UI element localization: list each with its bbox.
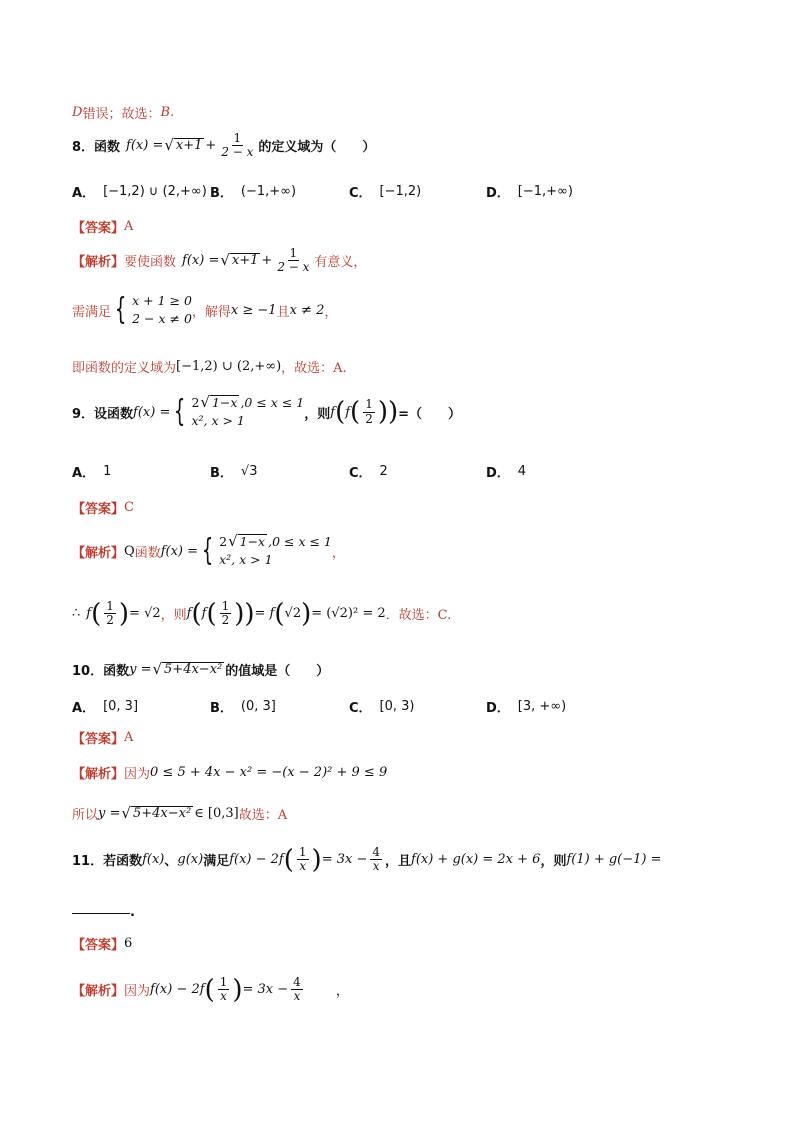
q11-ask: f(1) + g(−1) = — [566, 852, 662, 868]
q9-option-a-label: A． — [72, 466, 96, 481]
q9-case1-cond: ,0 ≤ x ≤ 1 — [240, 395, 305, 410]
q10-a2-pre: 所以 — [72, 808, 99, 823]
q10-option-a[interactable] — [72, 697, 138, 716]
period: . — [170, 105, 175, 120]
q11-frac-den: x — [299, 859, 307, 874]
q9-case1-coef: 2 — [191, 395, 200, 410]
q9-number: 9．设函数 — [72, 406, 134, 422]
q9-option-c-label: C． — [349, 466, 372, 481]
q8-option-b-value: (−1,+∞) — [240, 184, 297, 199]
q10-answer-value: A — [124, 730, 134, 745]
q9-a2-eq1: = √2 — [129, 606, 161, 622]
q8-a1-sqrt: √ x+1 — [220, 250, 259, 269]
q9-a2-then: ，则 — [160, 608, 187, 624]
q10-option-b[interactable] — [210, 697, 276, 716]
q10-a2-post: 故选：A — [238, 808, 288, 823]
q11-a1-rfrac — [291, 976, 303, 1003]
q8-analysis-tag: 【解析】 — [72, 255, 125, 271]
q11-cond: 满足 — [203, 854, 230, 870]
q11-eq-lhs: f(x) − 2f — [229, 852, 284, 868]
q10-a2-lhs: y = — [98, 806, 121, 821]
q8-frac-den: 2 − x — [221, 145, 254, 160]
q9-a2-half-2 — [220, 600, 232, 627]
q9-option-b-label: B． — [210, 466, 233, 481]
q9-a2-half — [104, 600, 116, 627]
q9-case2: x², x > 1 — [191, 413, 245, 429]
q10-option-b-value: (0, 3] — [240, 699, 276, 714]
q9-case1: 2 √ 1−x ,0 ≤ x ≤ 1 — [191, 393, 305, 411]
q8-option-d-label: D． — [486, 186, 510, 201]
q9-a1-q: Q — [124, 543, 135, 559]
q10-option-c[interactable] — [349, 697, 415, 716]
q9-option-c-value: 2 — [379, 464, 388, 479]
q8-a2-c2: x ≠ 2 — [289, 302, 325, 318]
q11-then: ，则 — [540, 854, 567, 870]
q9-mid: ，则 — [304, 406, 331, 422]
q10-sqrt-arg: 5+4x−x² — [164, 661, 223, 677]
q8-option-c[interactable] — [349, 182, 421, 201]
q9-case1-sqrt: 1−x — [211, 395, 238, 410]
q8-option-b-label: B． — [210, 186, 233, 201]
q8-a1-post: 有意义， — [314, 255, 367, 271]
q10-lhs: y = — [129, 662, 152, 677]
q10-option-d[interactable] — [486, 697, 566, 716]
q9-a1-case1-coef: 2 — [219, 534, 228, 549]
q11-and: ，且 — [385, 854, 412, 870]
q10-option-a-label: A． — [72, 701, 96, 716]
q10-analysis-line2 — [72, 804, 287, 823]
q9-half — [363, 398, 375, 425]
q8-option-a-label: A． — [72, 186, 96, 201]
q8-system — [132, 292, 192, 328]
q8-a1-den: 2 − x — [277, 260, 310, 275]
q9-a1-case1-sqrt: 1−x — [239, 534, 266, 549]
q9-a2-f: f — [86, 606, 92, 622]
q9-inner-f: f — [345, 404, 351, 420]
q8-a2-and: 且 — [276, 304, 290, 320]
q8-a2-end: ， — [324, 304, 338, 320]
q11-stem: 11．若函数 f(x) 、 g(x) 满足 f(x) − 2f ( $\frac{1}{x}$ ) = 3x − $\frac{4}{x}$ ，且 f(x) + g(x) = 2x + 6 ，则 f(1) + g(−1) = — [72, 844, 662, 875]
q10-analysis-line1 — [72, 763, 387, 782]
q11-answer-tag: 【答案】 — [72, 938, 125, 953]
q9-a2-eq3: = (√2)² = 2 — [311, 606, 386, 622]
q11-sep: 、 — [164, 854, 178, 870]
q8-tail: 的定义域为（ ） — [258, 140, 376, 156]
q10-a2-range: ∈ [0,3] — [194, 806, 239, 821]
q9-a2-half2-num: 1 — [221, 599, 230, 613]
q8-a2-pre: 需满足 — [72, 304, 112, 320]
q8-analysis-line3 — [72, 357, 347, 376]
q8-fraction — [219, 132, 255, 159]
q8-system-eq1: x + 1 ≥ 0 — [132, 293, 192, 308]
q9-half-den: 2 — [365, 411, 373, 426]
q10-a2-sqrt-arg: 5+4x−x² — [132, 805, 192, 821]
q10-analysis-tag: 【解析】 — [72, 767, 125, 782]
q9-outer-f: f — [330, 404, 336, 420]
q9-stem: 9．设函数 f(x) = { 2 √ 1−x ,0 ≤ x ≤ 1 x², x > 1 ，则 f ( f ( $\frac{1}{2}$ )) =（ ） — [72, 393, 462, 430]
q8-option-d[interactable] — [486, 182, 573, 201]
q11-a1-frac — [218, 976, 230, 1003]
q11-a1-rhs: = 3x − — [242, 982, 289, 998]
q9-a2-half2-den: 2 — [221, 613, 230, 628]
option-b-italic: B — [160, 105, 171, 120]
q9-a1-case1-cond: ,0 ≤ x ≤ 1 — [268, 534, 332, 549]
option-d-italic: D — [72, 105, 83, 120]
q8-answer-tag: 【答案】 — [72, 221, 125, 236]
q9-a1-case1: 2 √ 1−x ,0 ≤ x ≤ 1 — [219, 532, 332, 550]
q9-option-d-value: 4 — [517, 464, 527, 479]
q10-option-d-label: D． — [486, 701, 510, 716]
q11-rhs-num: 4 — [372, 845, 380, 859]
q8-stem — [72, 132, 375, 159]
q11-g: g(x) — [177, 852, 204, 868]
q8-number: 8．函数 — [72, 140, 121, 156]
q8-lhs: f(x) = — [126, 138, 164, 154]
q9-a2-ff: f — [186, 606, 192, 622]
q9-answer-tag: 【答案】 — [72, 502, 125, 517]
q11-a1-lhs: f(x) − 2f — [150, 982, 205, 998]
q8-a3-pre: 即函数的定义域为 — [72, 361, 177, 376]
q10-option-b-label: B． — [210, 701, 233, 716]
q8-a1-lhs: f(x) = — [182, 253, 220, 269]
q9-piecewise — [191, 394, 304, 430]
q10-option-a-value: [0, 3] — [103, 699, 139, 714]
q10-tail: 的值域是（ ） — [225, 664, 330, 679]
q9-analysis-line2: ∴ f ( $\frac{1}{2}$ ) = √2 ，则 f ( f ( $\frac{1}{2}$ )) = f ( √2 ) = (√2)² = 2 ．故选：C. — [72, 598, 452, 629]
q9-a2-post: ．故选：C. — [385, 608, 452, 624]
q8-option-c-label: C． — [349, 186, 372, 201]
q8-a1-fraction — [275, 247, 311, 274]
q8-frac-num: 1 — [233, 131, 242, 145]
q9-half-num: 1 — [365, 397, 373, 412]
q9-a2-half-den: 2 — [106, 613, 114, 628]
q11-f: f(x) — [142, 852, 165, 868]
q8-option-b[interactable] — [210, 182, 296, 201]
q8-a1-plus: + — [261, 253, 273, 269]
q10-option-c-value: [0, 3) — [379, 699, 415, 714]
q8-analysis-line2: 需满足 { x + 1 ≥ 0 2 − x ≠ 0 ，解得 x ≥ −1 且 x ≠ 2 ， — [72, 292, 338, 328]
q11-eq2: f(x) + g(x) = 2x + 6 — [411, 852, 541, 868]
q9-answer — [72, 498, 134, 517]
q10-option-c-label: C． — [349, 701, 372, 716]
q10-answer-tag: 【答案】 — [72, 732, 125, 747]
prev-conclusion-text: 错误；故选： — [82, 107, 161, 122]
q11-number: 11．若函数 — [72, 854, 143, 870]
q11-a1-rnum: 4 — [293, 975, 301, 989]
q11-analysis-tag: 【解析】 — [72, 984, 125, 1000]
q11-rhs-den: x — [372, 859, 380, 874]
q9-option-a[interactable] — [72, 462, 111, 481]
q10-option-d-value: [3, +∞) — [517, 699, 567, 714]
q8-a2-mid: ，解得 — [191, 304, 231, 320]
q8-sqrt: √ x+1 — [164, 135, 203, 154]
q9-a1-end: ， — [331, 545, 345, 561]
q10-a2-sqrt: √ 5+4x−x² — [121, 803, 192, 822]
q11-frac — [297, 846, 309, 873]
q11-answer-blank[interactable] — [72, 912, 130, 914]
q9-analysis-line1: 【解析】 Q 函数 f(x) = { 2 √ 1−x ,0 ≤ x ≤ 1 x², x > 1 ， — [72, 532, 345, 569]
q10-stem — [72, 660, 329, 679]
q9-a2-s2: √2 — [284, 606, 302, 622]
q8-sqrt-arg: x+1 — [175, 137, 203, 153]
q9-option-b-value: √3 — [240, 464, 258, 479]
q8-option-a[interactable] — [72, 182, 207, 201]
q9-a1-case2: x², x > 1 — [219, 552, 273, 568]
q9-option-d[interactable] — [486, 462, 526, 481]
q11-answer — [72, 934, 132, 953]
q8-option-a-value: [−1,2) ∪ (2,+∞) — [103, 184, 207, 199]
q8-a2-c1: x ≥ −1 — [230, 302, 277, 318]
q8-option-d-value: [−1,+∞) — [517, 184, 573, 199]
q9-a2-half-num: 1 — [106, 599, 114, 613]
q8-a1-num: 1 — [289, 246, 298, 260]
q10-a1-math: 0 ≤ 5 + 4x − x² = −(x − 2)² + 9 ≤ 9 — [150, 765, 388, 780]
q8-plus: + — [205, 138, 217, 154]
q9-lhs: f(x) = — [133, 404, 171, 420]
q10-a1-pre: 因为 — [124, 767, 151, 782]
q9-therefore: ∴ — [72, 606, 81, 622]
q11-answer-value: 6 — [124, 936, 133, 951]
q9-a1-pre: 函数 — [134, 545, 161, 561]
q11-a1-end: ， — [335, 984, 349, 1000]
q9-analysis-tag: 【解析】 — [72, 545, 125, 561]
q8-answer-value: A — [124, 219, 134, 234]
q9-option-b[interactable] — [210, 462, 257, 481]
q11-a1-num: 1 — [219, 975, 228, 989]
q8-analysis-line1 — [72, 247, 366, 274]
q9-a2-eq2: = f — [254, 606, 275, 622]
q9-option-c[interactable] — [349, 462, 388, 481]
q11-frac-num: 1 — [298, 845, 307, 859]
q9-tail: =（ ） — [398, 406, 462, 422]
q8-a1-sqrt-arg: x+1 — [231, 252, 259, 268]
q11-analysis-line1: 【解析】 因为 f(x) − 2f ( $\frac{1}{x}$ ) = 3x − $\frac{4}{x}$ ， — [72, 974, 349, 1005]
q10-sqrt: √ 5+4x−x² — [152, 659, 223, 678]
q9-answer-value: C — [124, 500, 134, 515]
q10-number: 10．函数 — [72, 664, 130, 679]
q9-a1-lhs: f(x) = — [160, 543, 199, 559]
q8-system-eq2: 2 − x ≠ 0 — [132, 311, 192, 327]
q11-eq-rhs: = 3x − — [321, 852, 368, 868]
q11-a1-pre: 因为 — [124, 984, 151, 1000]
q11-a1-rden: x — [293, 989, 301, 1004]
q11-rhs-frac — [370, 846, 382, 873]
q8-option-c-value: [−1,2) — [379, 184, 422, 199]
q11-blank-line — [72, 905, 135, 920]
q8-a3-post: ，故选：A. — [281, 361, 347, 376]
prev-conclusion-line — [72, 103, 174, 122]
q9-option-a-value: 1 — [103, 464, 112, 479]
q9-option-d-label: D． — [486, 466, 510, 481]
q11-blank-end: . — [130, 905, 135, 920]
q9-a1-piecewise — [219, 533, 332, 569]
q8-a1-pre: 要使函数 — [124, 255, 177, 271]
q8-answer — [72, 217, 133, 236]
q8-a3-domain: [−1,2) ∪ (2,+∞) — [176, 359, 282, 374]
q11-a1-den: x — [220, 989, 227, 1004]
q10-answer — [72, 728, 133, 747]
